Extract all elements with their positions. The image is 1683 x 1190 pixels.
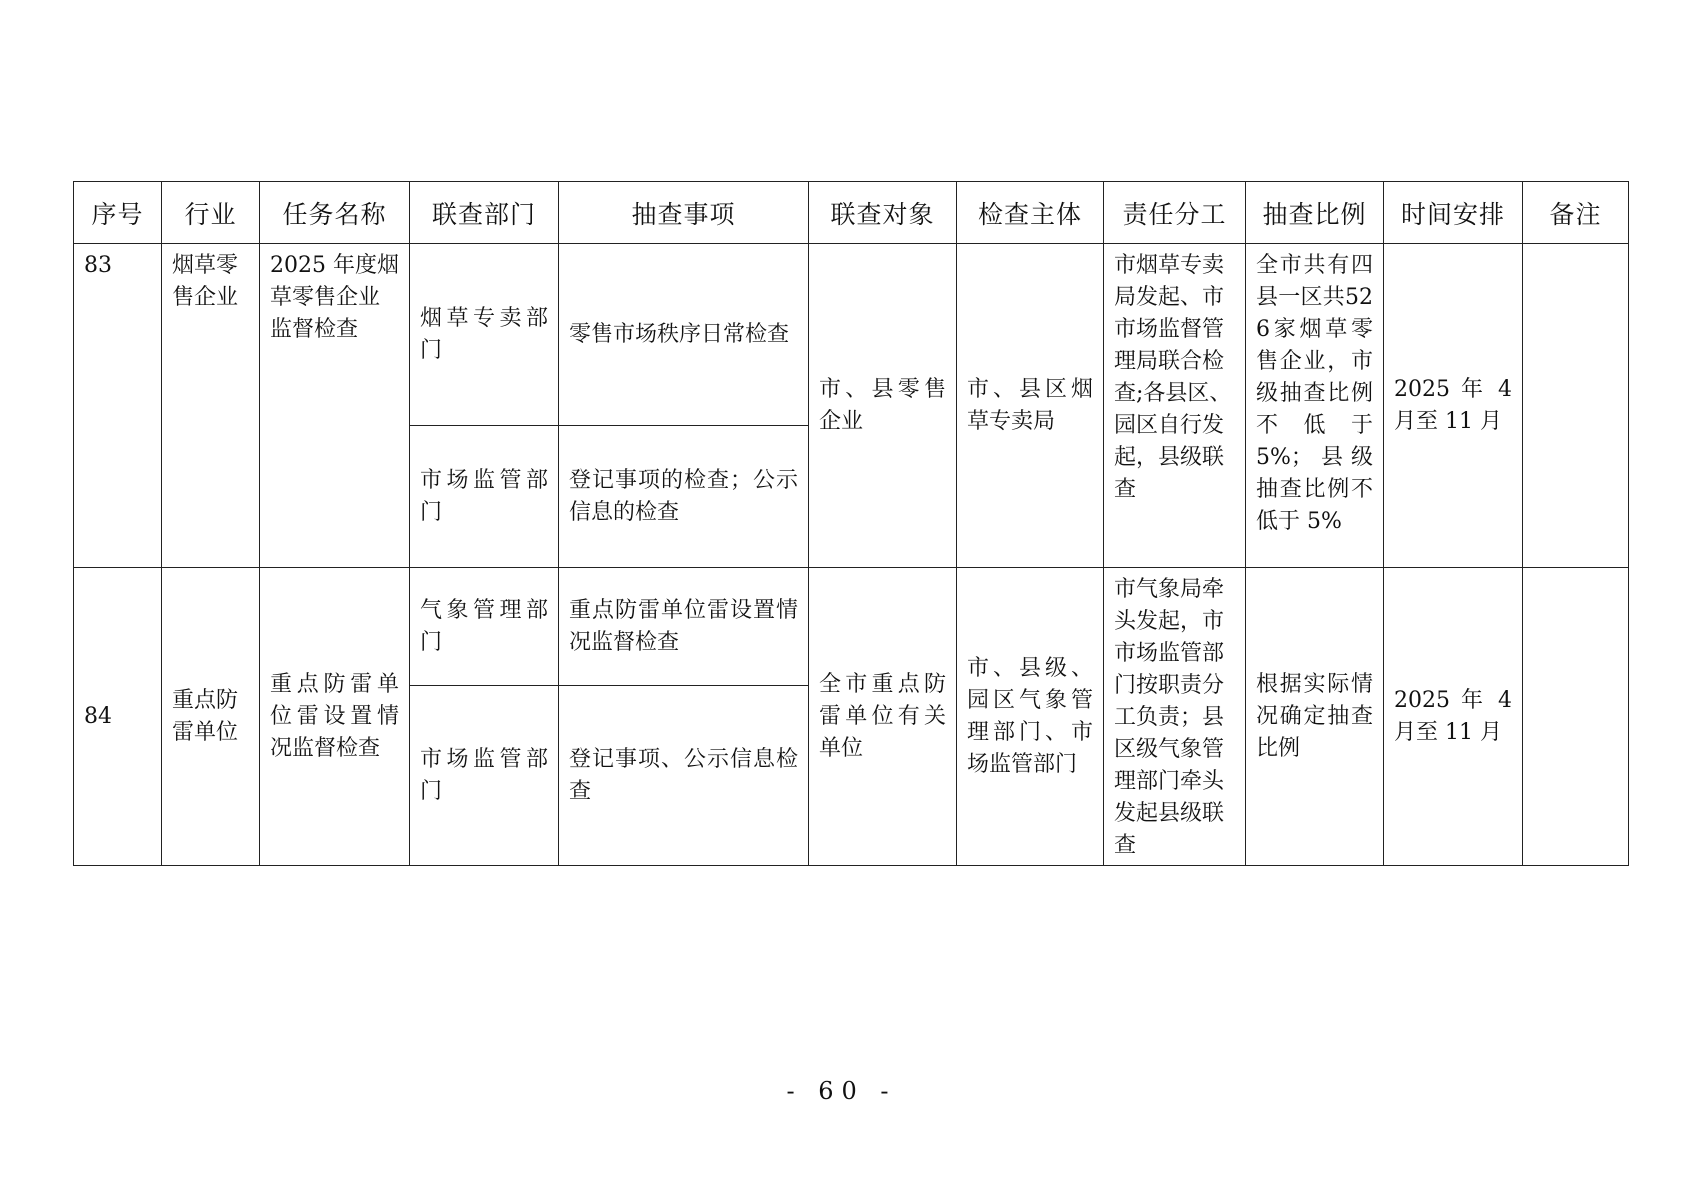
header-matter: 抽查事项 — [559, 182, 809, 244]
cell-inspector: 市、县区烟草专卖局 — [957, 244, 1104, 568]
header-inspector: 检查主体 — [957, 182, 1104, 244]
cell-matter: 登记事项、公示信息检查 — [559, 686, 809, 866]
cell-department: 市场监管部门 — [410, 686, 559, 866]
cell-target: 全市重点防雷单位有关单位 — [809, 568, 957, 866]
header-ratio: 抽查比例 — [1246, 182, 1384, 244]
header-task-name: 任务名称 — [260, 182, 410, 244]
header-remark: 备注 — [1523, 182, 1629, 244]
cell-inspector: 市、县级、园区气象管理部门、市场监管部门 — [957, 568, 1104, 866]
header-target: 联查对象 — [809, 182, 957, 244]
cell-schedule: 2025 年 4 月至 11 月 — [1384, 568, 1523, 866]
cell-industry: 烟草零售企业 — [162, 244, 260, 568]
cell-ratio: 根据实际情况确定抽查比例 — [1246, 568, 1384, 866]
cell-responsibility: 市气象局牵头发起，市市场监管部门按职责分工负责；县区级气象管理部门牵头发起县级联查 — [1104, 568, 1246, 866]
cell-task-name: 重点防雷单位雷设置情况监督检查 — [260, 568, 410, 866]
cell-department: 气象管理部门 — [410, 568, 559, 686]
cell-department: 市场监管部门 — [410, 426, 559, 568]
cell-department: 烟草专卖部门 — [410, 244, 559, 426]
cell-ratio: 全市共有四县一区共526家烟草零售企业，市级抽查比例不低于 5%；县级抽查比例不低于 5% — [1246, 244, 1384, 568]
cell-schedule: 2025 年 4 月至 11 月 — [1384, 244, 1523, 568]
table-row-84 — [74, 568, 1629, 686]
header-responsibility: 责任分工 — [1104, 182, 1246, 244]
cell-matter: 登记事项的检查；公示信息的检查 — [559, 426, 809, 568]
header-schedule: 时间安排 — [1384, 182, 1523, 244]
cell-responsibility: 市烟草专卖局发起、市市场监督管理局联合检查;各县区、园区自行发起，县级联查 — [1104, 244, 1246, 568]
cell-remark — [1523, 244, 1629, 568]
cell-matter: 零售市场秩序日常检查 — [559, 244, 809, 426]
header-department: 联查部门 — [410, 182, 559, 244]
cell-target: 市、县零售企业 — [809, 244, 957, 568]
cell-seq: 83 — [74, 244, 162, 568]
table-row-83 — [74, 244, 1629, 426]
cell-seq: 84 — [74, 568, 162, 866]
page-number: - 60 - — [786, 1077, 897, 1105]
table-header-row — [74, 182, 1629, 244]
inspection-task-table — [73, 181, 1629, 866]
cell-task-name: 2025 年度烟草零售企业监督检查 — [260, 244, 410, 568]
cell-remark — [1523, 568, 1629, 866]
header-industry: 行业 — [162, 182, 260, 244]
cell-matter: 重点防雷单位雷设置情况监督检查 — [559, 568, 809, 686]
header-seq: 序号 — [74, 182, 162, 244]
cell-industry: 重点防雷单位 — [162, 568, 260, 866]
